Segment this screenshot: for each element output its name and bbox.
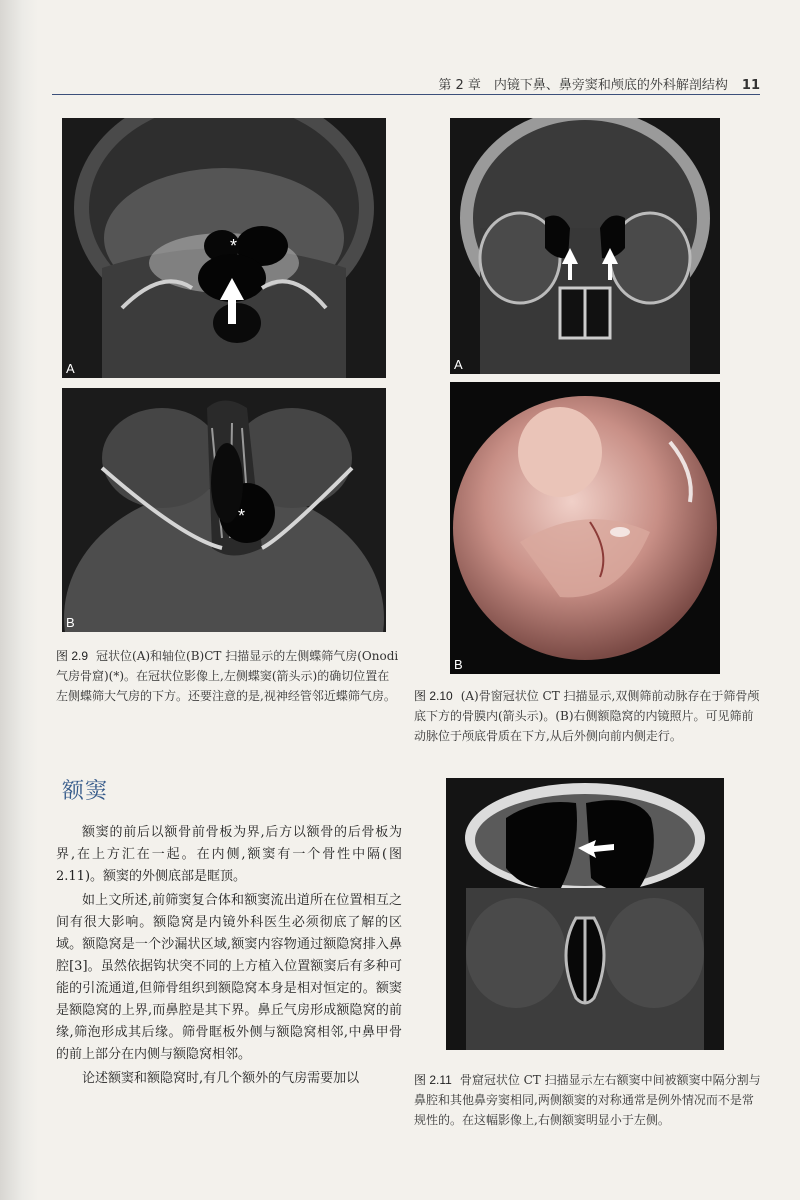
- asterisk-marker: *: [238, 506, 246, 526]
- figure-2-9b-axial-ct: [62, 388, 386, 632]
- caption-text: 冠状位(A)和轴位(B)CT 扫描显示的左侧蝶筛气房(Onodi 气房骨窟)(*)。在冠状位影像上,左侧蝶窦(箭头示)的确切位置在左侧蝶筛大气房的下方。还要注意的是,视神经管邻近蝶筛气房。: [56, 649, 399, 703]
- panel-label-b: B: [454, 657, 463, 672]
- coronal-ct-bone-window: [450, 118, 720, 374]
- figure-2-10b-endoscopic-photo: [450, 382, 720, 674]
- paragraph: 如上文所述,前筛窦复合体和额窦流出道所在位置相互之间有很大影响。额隐窝是内镜外科医生必须彻底了解的区域。额隐窝是一个沙漏状区域,额窦内容物通过额隐窝排入鼻腔[3]。虽然依据钩状突不同的上方植入位置额窦后有多种可能的引流通道,但筛骨组织到额隐窝本身是相对恒定的。额窦是额隐窝的上界,而鼻腔是其下界。鼻丘气房形成额隐窝的前缘,筛泡形成其后缘。筛骨眶板外侧与额隐窝相邻,中鼻甲骨的前上部分在内侧与额隐窝相邻。: [56, 893, 402, 1062]
- asterisk-marker: *: [230, 236, 238, 256]
- figure-2-11-caption: [414, 1070, 764, 1130]
- endoscopic-image: [450, 382, 720, 674]
- paragraph: 额窦的前后以额骨前骨板为界,后方以额骨的后骨板为界,在上方汇在一起。在内侧,额窦有一个骨性中隔(图 2.11)。额窦的外侧底部是眶顶。: [56, 825, 402, 884]
- figure-2-9-caption: [56, 646, 400, 706]
- figure-2-11-coronal-ct: [446, 778, 724, 1050]
- figure-2-10-caption: [414, 686, 764, 746]
- frontal-sinus-ct-image: [446, 778, 724, 1050]
- coronal-ct-image: [62, 118, 386, 378]
- axial-ct-image: [62, 388, 386, 632]
- header-text: [438, 74, 760, 93]
- panel-label-a: A: [454, 357, 463, 372]
- panel-label-b: B: [66, 615, 75, 630]
- figure-2-10a-coronal-ct: [450, 118, 720, 374]
- section-title: 额窦: [62, 779, 109, 804]
- running-header: [52, 72, 760, 95]
- panel-label-a: A: [66, 361, 75, 376]
- figure-2-9a-coronal-ct: [62, 118, 386, 378]
- body-text: [56, 822, 402, 1092]
- paragraph: 论述额窦和额隐窝时,有几个额外的气房需要加以: [82, 1071, 360, 1086]
- header-page-number: 11: [741, 78, 760, 93]
- caption-text: (A)骨窗冠状位 CT 扫描显示,双侧筛前动脉存在于筛骨颅底下方的骨膜内(箭头示)。(B)右侧额隐窝的内镜照片。可见筛前动脉位于颅底骨质在下方,从后外侧向前内侧走行。: [414, 689, 760, 743]
- caption-label: 图 2.10: [414, 689, 453, 703]
- header-chapter-title: 第 2 章 内镜下鼻、鼻旁窦和颅底的外科解剖结构: [438, 78, 728, 93]
- caption-label: 图 2.11: [414, 1073, 452, 1087]
- caption-text: 骨窟冠状位 CT 扫描显示左右额窦中间被额窦中隔分割与鼻腔和其他鼻旁窦相同,两侧额窦的对称通常是例外情况而不是常规性的。在这幅影像上,右侧额窦明显小于左侧。: [414, 1073, 761, 1127]
- caption-label: 图 2.9: [56, 649, 89, 663]
- page-gutter-shadow: [0, 0, 38, 1200]
